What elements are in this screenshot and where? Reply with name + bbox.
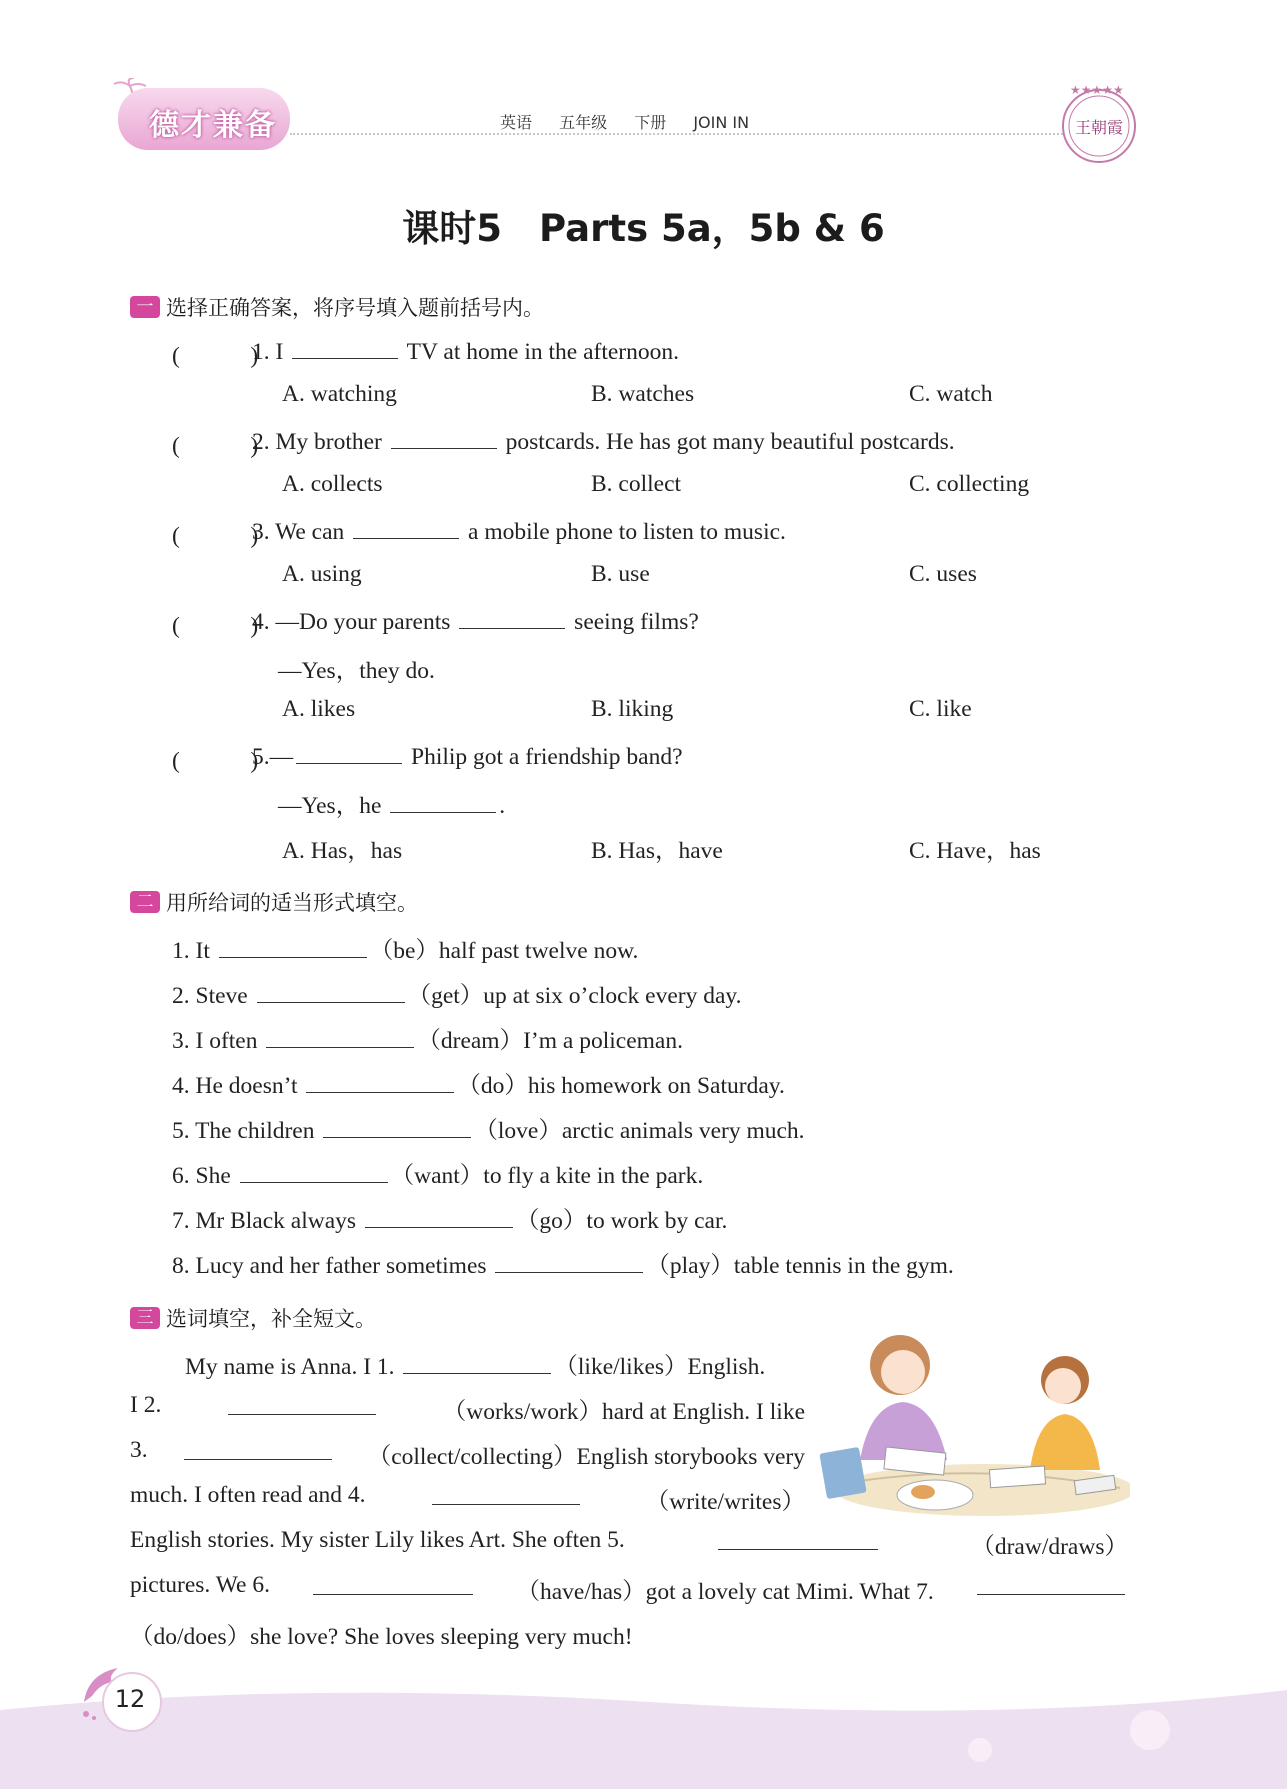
fill-item-text: 8. Lucy and her father sometimes [172,1253,487,1279]
passage-line [130,1527,1128,1561]
fill-item-text: 7. Mr Black always [172,1208,357,1234]
fill-item-hint: （do）his homework on Saturday. [457,1073,785,1099]
grade-label: 五年级 [559,113,608,132]
section-3-instruction: 选词填空，补全短文。 [166,1307,376,1331]
passage-line [130,1392,805,1426]
option-b: B. watches [591,381,695,407]
option-a: A. collects [282,471,383,497]
section-1-badge: 一 [130,296,160,318]
passage-text: 3. [130,1437,148,1463]
volume-label: 下册 [634,113,667,132]
header-divider [290,133,1130,135]
section-2-header [130,887,418,917]
fill-item-text: 2. Steve [172,983,248,1009]
answer-bracket: ( ) [172,523,259,549]
fill-item-hint: （get）up at six o’clock every day. [407,983,742,1009]
answer-blank[interactable] [240,1160,388,1183]
answer-blank[interactable] [313,1572,473,1595]
passage-line: （do/does）she love? She loves sleeping very much! [130,1624,633,1650]
answer-blank[interactable] [323,1115,471,1138]
option-b: B. collect [591,471,682,497]
answer-blank[interactable] [495,1250,643,1273]
fill-item-hint: （dream）I’m a policeman. [417,1028,683,1054]
fill-item [172,1111,805,1145]
option-b: B. use [591,561,650,587]
answer-blank[interactable] [432,1482,580,1505]
passage-text: （collect/collecting）English storybooks very [367,1444,805,1470]
reply-end: . [499,793,506,819]
section-3-badge: 三 [130,1307,160,1329]
fill-item [172,976,742,1010]
option-a: A. watching [282,381,397,407]
girls-reading-illustration [815,1310,1130,1520]
question-text-post: postcards. He has got many beautiful postcards. [505,429,955,455]
passage-text: （have/has）got a lovely cat Mimi. What 7. [516,1579,934,1605]
fill-item-text: 1. It [172,938,210,964]
option-c: C. watch [909,381,993,407]
question-text-post: Philip got a friendship band? [411,744,683,770]
passage-text: I 2. [130,1392,162,1418]
passage-text: （works/work）hard at English. I like [442,1399,805,1425]
question-text-post: TV at home in the afternoon. [406,339,680,365]
passage-text: pictures. We 6. [130,1572,270,1598]
answer-bracket: ( ) [172,613,259,639]
section-3-header [130,1303,376,1333]
fill-item-hint: （want）to fly a kite in the park. [390,1163,704,1189]
answer-blank[interactable] [257,980,405,1003]
answer-blank[interactable] [403,1351,551,1374]
page-title: 课时5 Parts 5a，5b & 6 [402,207,885,250]
fill-item-hint: （be）half past twelve now. [369,938,639,964]
question-text-pre: — [269,744,294,770]
question-number: 1. [252,339,270,365]
question-5 [252,741,683,771]
question-text-pre: My brother [275,429,382,455]
question-number: 3. [252,519,270,545]
option-c: C. uses [909,561,977,587]
section-2-instruction: 用所给词的适当形式填空。 [166,891,418,915]
passage-line [130,1572,1128,1606]
fill-item-hint: （play）table tennis in the gym. [646,1253,954,1279]
passage-text: （write/writes） [645,1489,805,1515]
option-a: A. likes [282,696,356,722]
answer-blank[interactable] [353,516,459,539]
answer-blank[interactable] [296,741,402,764]
option-a: A. Has，has [282,838,403,864]
answer-bracket: ( ) [172,748,259,774]
page-number: 12 [114,1685,146,1713]
svg-text:★★★★★: ★★★★★ [1070,83,1124,97]
fill-item-text: 4. He doesn’t [172,1073,298,1099]
question-4 [252,606,699,636]
fill-item-hint: （go）to work by car. [515,1208,728,1234]
passage-text: （like/likes）English. [554,1354,766,1380]
brand-name: 德才兼备 [149,108,277,143]
subject-label: 英语 [500,113,533,132]
answer-blank[interactable] [459,606,565,629]
answer-blank[interactable] [977,1572,1125,1595]
reply-text: —Yes，he [278,793,382,819]
fill-item [172,1246,954,1280]
edition-label: JOIN IN [693,113,750,132]
question-text-pre: I [275,339,284,365]
fill-item [172,1156,703,1190]
fill-item-text: 6. She [172,1163,231,1189]
fill-item-hint: （love）arctic animals very much. [474,1118,805,1144]
question-2 [252,426,955,456]
passage-line [185,1347,765,1381]
question-number: 4. [252,609,270,635]
passage-text: English stories. My sister Lily likes Art. She often 5. [130,1527,625,1553]
question-1 [252,336,679,366]
footer-wave-background [0,1680,1287,1789]
option-c: C. like [909,696,972,722]
answer-blank[interactable] [391,426,497,449]
question-3 [252,516,786,546]
option-c: C. collecting [909,471,1030,497]
passage-line [130,1437,805,1471]
answer-blank[interactable] [306,1070,454,1093]
option-a: A. using [282,561,362,587]
answer-blank[interactable] [292,336,398,359]
answer-bracket: ( ) [172,343,259,369]
fill-item [172,1066,785,1100]
answer-blank[interactable] [219,935,367,958]
option-c: C. Have，has [909,838,1041,864]
question-number: 5. [252,744,270,770]
question-4-reply: —Yes，they do. [278,658,435,684]
answer-blank[interactable] [390,790,496,813]
fill-item-text: 5. The children [172,1118,315,1144]
seal-text: 王朝霞 [1074,118,1124,137]
book-info [500,110,771,133]
passage-line [130,1482,805,1516]
fill-item-text: 3. I often [172,1028,258,1054]
fill-item [172,1021,683,1055]
answer-blank[interactable] [266,1025,414,1048]
question-text-pre: We can [275,519,345,545]
passage-text: （draw/draws） [971,1534,1128,1560]
section-1-instruction: 选择正确答案，将序号填入题前括号内。 [166,296,544,320]
question-text-pre: —Do your parents [275,609,451,635]
publisher-seal-icon [1058,80,1140,166]
answer-blank[interactable] [228,1392,376,1415]
answer-blank[interactable] [365,1205,513,1228]
fill-item [172,931,638,965]
section-2-badge: 二 [130,891,160,913]
option-b: B. Has，have [591,838,723,864]
question-5-reply [278,786,505,820]
question-text-post: seeing films? [574,609,699,635]
question-number: 2. [252,429,270,455]
fill-item [172,1201,727,1235]
answer-blank[interactable] [718,1527,878,1550]
question-text-post: a mobile phone to listen to music. [468,519,786,545]
option-b: B. liking [591,696,674,722]
answer-blank[interactable] [184,1437,332,1460]
section-1-header [130,292,544,322]
passage-text: much. I often read and 4. [130,1482,366,1508]
answer-bracket: ( ) [172,433,259,459]
passage-text: My name is Anna. I 1. [185,1354,395,1380]
